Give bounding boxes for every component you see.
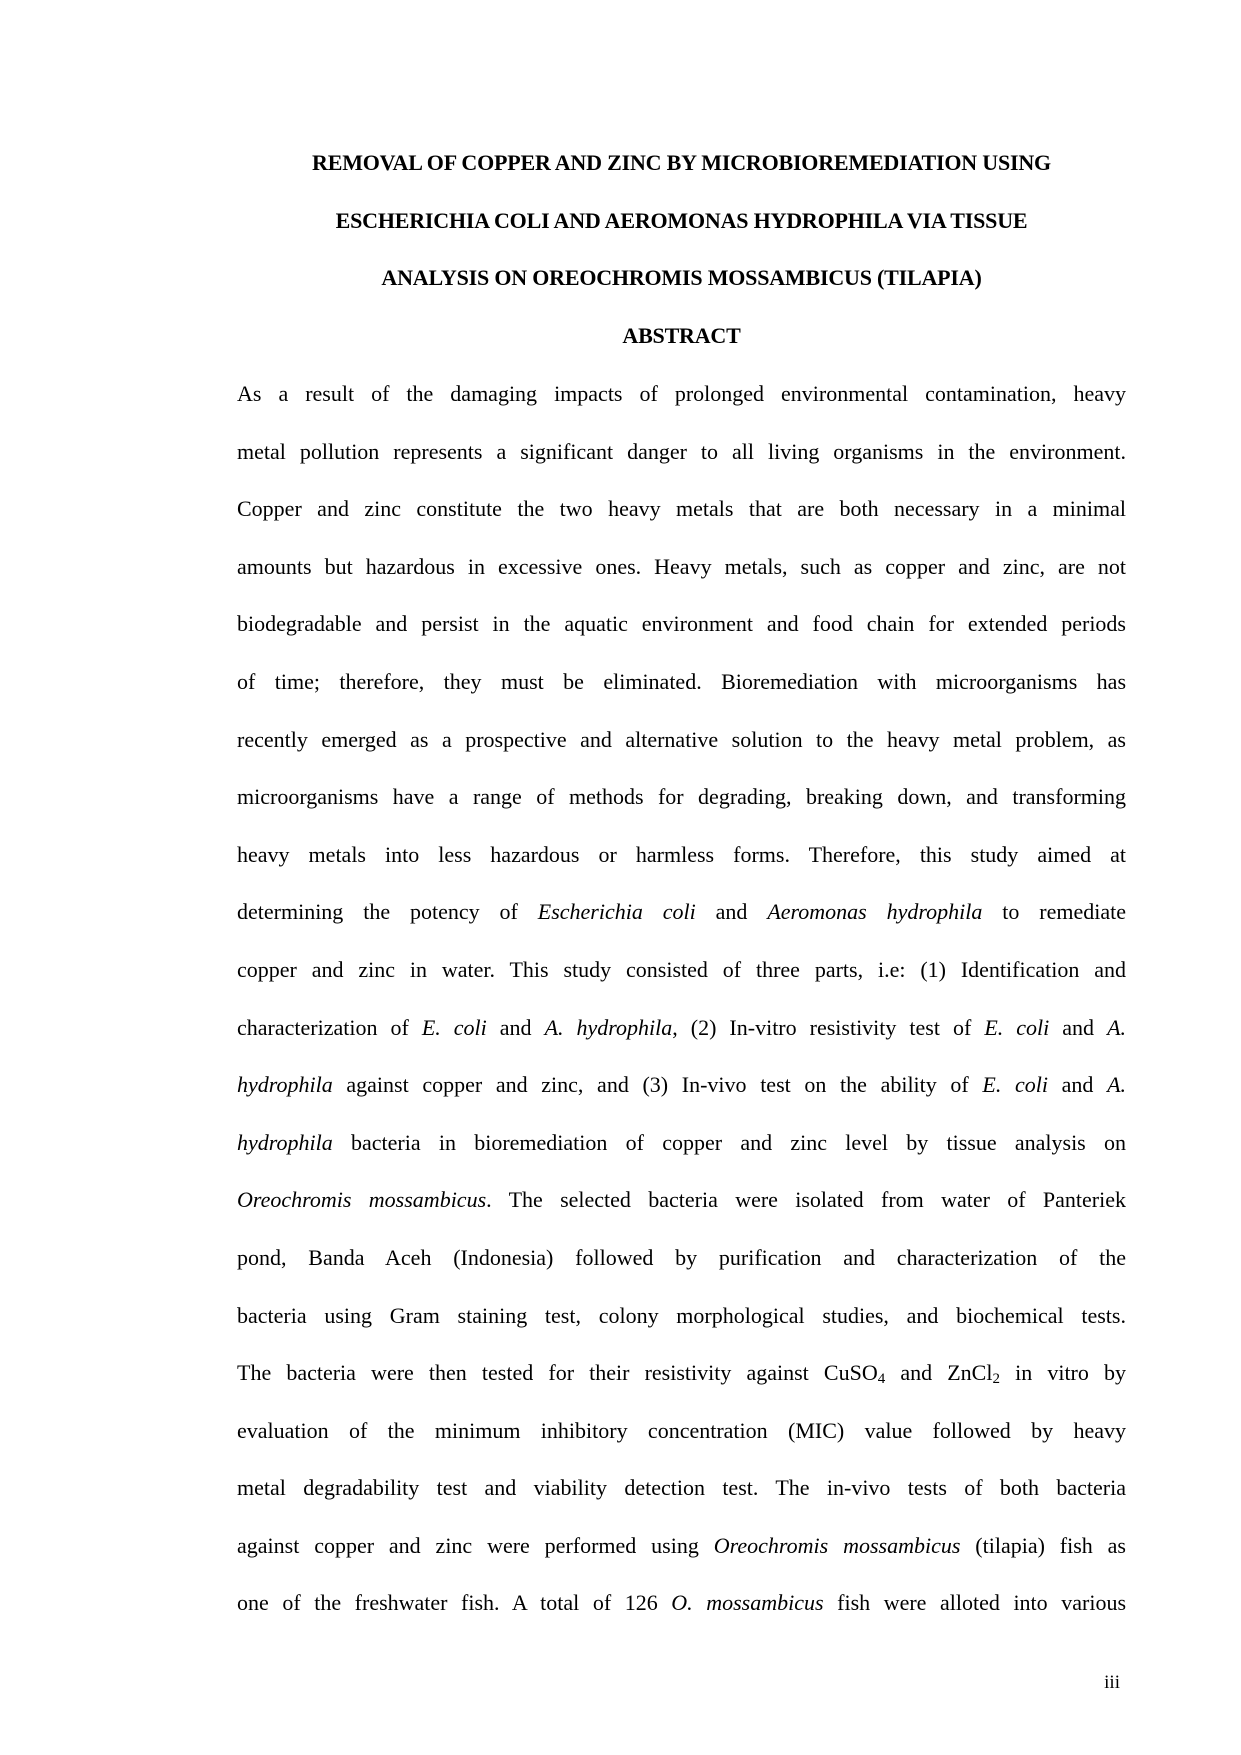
- text-run: . The selected bacteria were isolated from water of Panteriek: [486, 1187, 1126, 1213]
- text-run: metal pollution represents a significant danger to all living organisms in the environment.: [237, 438, 1126, 464]
- italic-term: Oreochromis mossambicus: [237, 1187, 487, 1213]
- italic-term: A. hydrophila: [544, 1014, 673, 1040]
- italic-term: E. coli: [984, 1014, 1050, 1040]
- paragraph-line: [237, 1287, 1126, 1345]
- text-run: metal degradability test and viability detection test. The in-vivo tests of both bacteria: [237, 1475, 1126, 1501]
- text-run: determining the potency of: [237, 899, 538, 925]
- text-run: bacteria in bioremediation of copper and zinc level by tissue analysis on: [332, 1129, 1126, 1155]
- text-run: copper and zinc in water. This study consisted of three parts, i.e: (1) Identification and: [237, 956, 1126, 982]
- italic-term: hydrophila: [237, 1129, 333, 1155]
- subscript: 4: [877, 1371, 886, 1388]
- text-run: evaluation of the minimum inhibitory concentration (MIC) value followed by heavy: [237, 1417, 1126, 1443]
- paragraph-line: [237, 1171, 1126, 1229]
- italic-term: hydrophila: [237, 1072, 333, 1098]
- page-number: iii: [1104, 1672, 1120, 1693]
- text-run: and: [695, 899, 768, 925]
- italic-term: Escherichia coli: [537, 899, 696, 925]
- text-run: in vitro by: [999, 1360, 1127, 1386]
- text-run: The bacteria were then tested for their resistivity against CuSO: [237, 1360, 878, 1386]
- italic-term: A.: [1107, 1072, 1127, 1098]
- text-run: of time; therefore, they must be eliminated. Bioremediation with microorganisms has: [237, 668, 1126, 694]
- abstract-body: [237, 365, 1126, 1632]
- paragraph-line: [237, 826, 1126, 884]
- title-line-2: ESCHERICHIA COLI AND AEROMONAS HYDROPHILA VIA TISSUE: [335, 207, 1028, 233]
- text-run: Copper and zinc constitute the two heavy metals that are both necessary in a minimal: [237, 496, 1126, 522]
- text-run: biodegradable and persist in the aquatic environment and food chain for extended periods: [237, 611, 1126, 637]
- paragraph-line: [237, 423, 1126, 481]
- text-run: against copper and zinc, and (3) In-vivo test on the ability of: [332, 1072, 983, 1098]
- paragraph-line: [237, 653, 1126, 711]
- italic-term: O. mossambicus: [671, 1590, 824, 1616]
- italic-term: A.: [1107, 1014, 1127, 1040]
- paragraph-line: [237, 1574, 1126, 1632]
- italic-term: Aeromonas hydrophila: [767, 899, 983, 925]
- paragraph-line: [237, 1517, 1126, 1575]
- text-run: heavy metals into less hazardous or harmless forms. Therefore, this study aimed at: [237, 841, 1126, 867]
- paragraph-line: [237, 1056, 1126, 1114]
- paragraph-line: [237, 1229, 1126, 1287]
- text-run: to remediate: [982, 899, 1127, 925]
- text-run: bacteria using Gram staining test, colony morphological studies, and biochemical tests.: [237, 1302, 1126, 1328]
- paragraph-line: [237, 538, 1126, 596]
- text-run: and: [1049, 1014, 1108, 1040]
- paragraph-line: [237, 365, 1126, 423]
- paragraph-line: [237, 999, 1126, 1057]
- text-run: recently emerged as a prospective and alternative solution to the heavy metal problem, as: [237, 726, 1126, 752]
- paragraph-line: [237, 768, 1126, 826]
- paragraph-line: [237, 1114, 1126, 1172]
- paragraph-line: [237, 595, 1126, 653]
- text-run: As a result of the damaging impacts of prolonged environmental contamination, heavy: [237, 381, 1126, 406]
- text-run: amounts but hazardous in excessive ones. Heavy metals, such as copper and zinc, are not: [237, 553, 1126, 579]
- italic-term: E. coli: [982, 1072, 1048, 1098]
- text-run: pond, Banda Aceh (Indonesia) followed by purification and characterization of the: [237, 1244, 1126, 1270]
- paragraph-line: [237, 883, 1126, 941]
- paragraph-line: [237, 1402, 1126, 1460]
- title-line-3: ANALYSIS ON OREOCHROMIS MOSSAMBICUS (TILAPIA): [381, 265, 982, 291]
- text-run: one of the freshwater fish. A total of 126: [237, 1590, 672, 1616]
- text-run: and ZnCl: [885, 1360, 993, 1386]
- text-run: microorganisms have a range of methods for degrading, breaking down, and transforming: [237, 784, 1126, 810]
- text-run: , (2) In-vitro resistivity test of: [672, 1014, 985, 1040]
- section-heading: ABSTRACT: [622, 322, 741, 348]
- italic-term: E. coli: [421, 1014, 487, 1040]
- title-block: [237, 134, 1126, 364]
- paragraph-line: [237, 941, 1126, 999]
- text-run: fish were alloted into various: [823, 1590, 1126, 1616]
- paragraph-line: [237, 711, 1126, 769]
- text-run: against copper and zinc were performed using: [237, 1532, 714, 1558]
- italic-term: Oreochromis mossambicus: [713, 1532, 961, 1558]
- title-line-1: REMOVAL OF COPPER AND ZINC BY MICROBIOREMEDIATION USING: [312, 150, 1051, 175]
- paragraph-line: [237, 1459, 1126, 1517]
- text-run: and: [1047, 1072, 1108, 1098]
- subscript: 2: [992, 1371, 1000, 1388]
- text-run: (tilapia) fish as: [960, 1532, 1126, 1558]
- paragraph-line: [237, 1344, 1126, 1402]
- paragraph-line: [237, 480, 1126, 538]
- text-run: characterization of: [237, 1014, 422, 1040]
- text-run: and: [486, 1014, 545, 1040]
